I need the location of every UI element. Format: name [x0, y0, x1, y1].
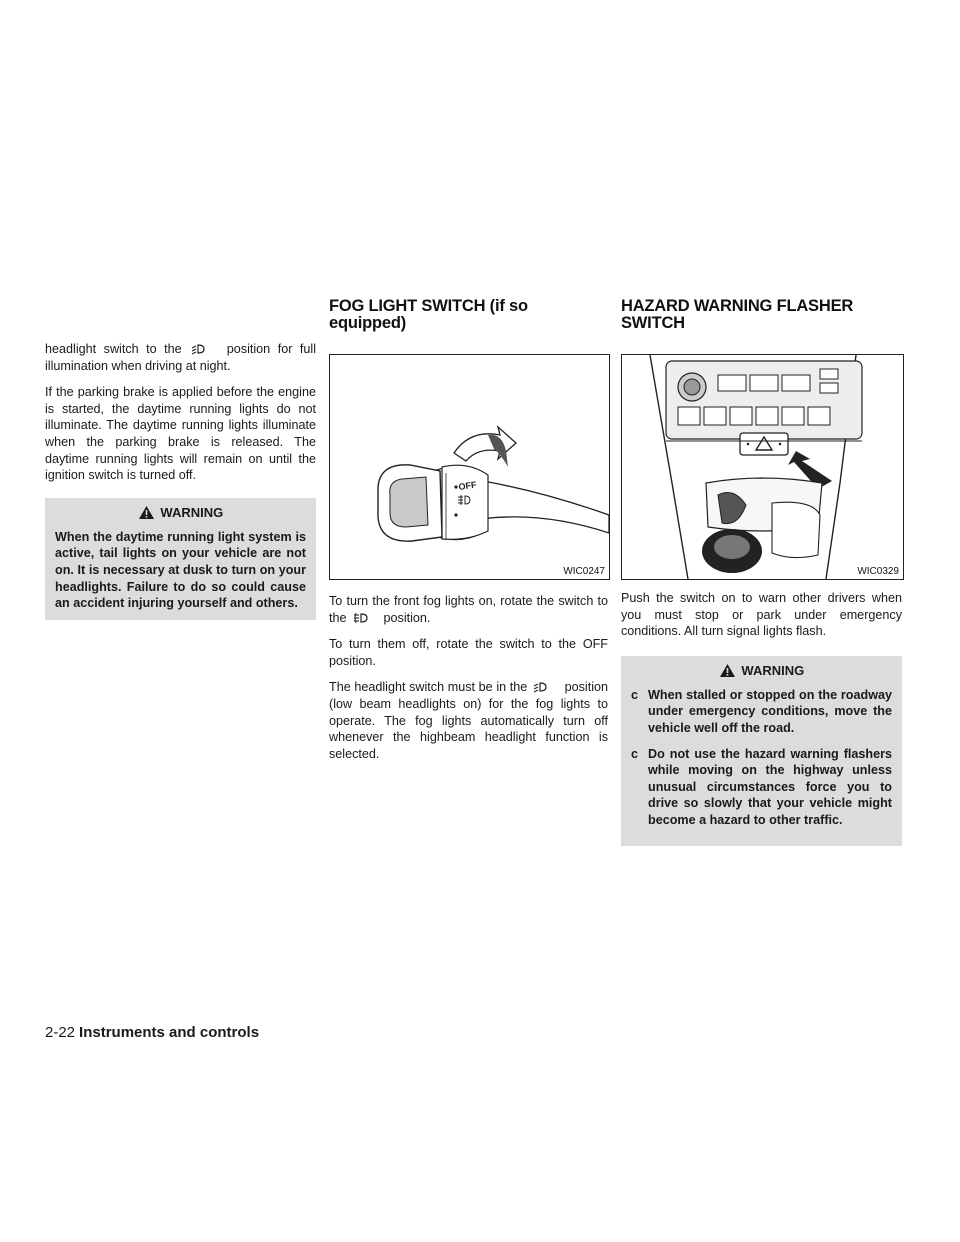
text-fragment: position for full illumination when driving at night.	[45, 342, 317, 373]
column-middle	[329, 593, 608, 772]
warning-triangle-icon	[138, 505, 155, 520]
warning-title: WARNING	[741, 662, 805, 678]
figure-hazard-switch	[621, 354, 904, 580]
fog-switch-illustration	[330, 355, 609, 579]
list-item	[631, 687, 892, 737]
text-fragment: The headlight switch must be in the	[329, 680, 528, 695]
column-right	[621, 590, 902, 846]
warning-title: WARNING	[160, 504, 224, 520]
headlight-icon	[531, 681, 561, 693]
text-fragment: To turn the front fog lights on, rotate the switch to the	[329, 594, 608, 625]
footer-section-title: Instruments and controls	[79, 1024, 260, 1041]
paragraph-fog-on	[329, 593, 608, 626]
figure-fog-switch	[329, 354, 610, 580]
warning-text: When the daytime running light system is active, tail lights on your vehicle are not on. It is necessary at dusk to turn on your headlights. Failure to do so could cause an accident injuring yourself and others.	[55, 529, 306, 611]
bullet-text: When stalled or stopped on the roadway under emergency conditions, move the vehicle well off the road.	[648, 687, 892, 735]
text-fragment: position (low beam headlights on) for the fog lights to operate. The fog lights automatically turn off whenever the highbeam headlight function is selected.	[329, 680, 609, 761]
column-left	[45, 341, 316, 620]
paragraph-parking-brake: If the parking brake is applied before the engine is started, the daytime running lights do not illuminate. The daytime running lights illuminate when the parking brake is released. The daytime running lights will remain on until the ignition switch is turned off.	[45, 385, 316, 483]
bullet-mark: c	[631, 746, 639, 761]
warning-box-hazard	[621, 656, 902, 846]
text-fragment: position.	[383, 610, 431, 625]
hazard-switch-illustration	[622, 355, 903, 579]
figure-label-off: OFF	[457, 479, 478, 492]
page-number: 2-22	[45, 1024, 76, 1041]
warning-box-drl	[45, 498, 316, 620]
paragraph-hazard: Push the switch on to warn other drivers when you must stop or park under emergency conditions. All turn signal lights flash.	[621, 591, 902, 639]
paragraph-headlight-requirement	[329, 679, 608, 762]
bullet-text: Do not use the hazard warning flashers while moving on the highway unless unusual circumstances force you to drive so slowly that your vehicle might become a hazard to other traffic.	[648, 746, 892, 827]
page-footer	[45, 1024, 259, 1041]
warning-header	[55, 504, 306, 522]
paragraph-headlight	[45, 341, 316, 374]
text-fragment: headlight switch to the	[45, 342, 182, 356]
fog-light-icon	[350, 612, 380, 624]
fog-light-heading: FOG LIGHT SWITCH (if so equipped)	[329, 297, 528, 332]
bullet-mark: c	[631, 687, 639, 702]
warning-header	[631, 662, 892, 680]
figure-code: WIC0329	[857, 566, 899, 577]
hazard-heading: HAZARD WARNING FLASHER SWITCH	[621, 297, 854, 332]
headlight-icon	[189, 343, 219, 355]
warning-triangle-icon	[719, 663, 736, 678]
warning-list	[631, 687, 892, 829]
figure-code: WIC0247	[563, 566, 605, 577]
paragraph-fog-off: To turn them off, rotate the switch to the OFF position.	[329, 637, 608, 668]
list-item	[631, 746, 892, 829]
